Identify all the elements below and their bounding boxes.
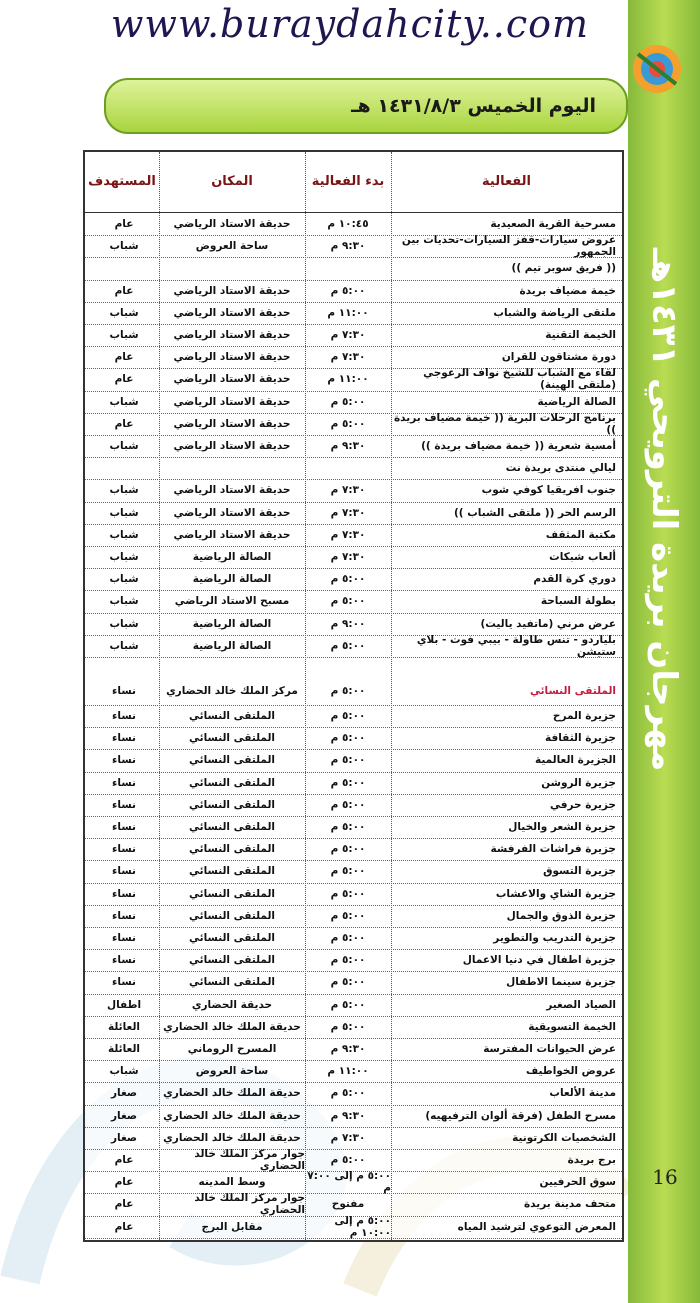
table-row [85,816,622,839]
table-row [85,1216,622,1239]
audience-cell: شباب [109,1065,139,1078]
activity-cell: جزيرة الشعر والخيال [508,821,616,834]
audience-cell: عام [114,284,134,297]
place-cell: الصالة الرياضية [192,551,272,564]
activity-cell: جزيرة التدريب والتطوير [493,932,616,945]
audience-cell: عام [114,1154,134,1167]
place-cell: حديقة الاستاد الرياضي [173,284,291,297]
audience-cell: شباب [109,551,139,564]
start-time-cell: ١٠:٤٥ م [327,218,369,231]
place-cell: الملتقى النسائي [189,710,276,723]
table-row [85,391,622,414]
place-cell: الملتقى النسائي [189,954,276,967]
start-time-cell: ٩:٣٠ م [330,240,366,253]
audience-cell: نساء [112,685,136,697]
audience-cell: شباب [109,395,139,408]
table-row [85,1105,622,1128]
table-row [85,1127,622,1150]
activity-cell: الرسم الحر (( ملتقى الشباب )) [453,506,616,519]
table-row [85,613,622,636]
start-time-cell: ١١:٠٠ م [327,1065,369,1078]
table-row [85,435,622,458]
audience-cell: صغار [110,1087,138,1100]
header-audience: المستهدف [88,174,156,189]
activity-cell: خيمة مضياف بريدة [519,284,616,297]
place-cell: حديقة الاستاد الرياضي [173,306,291,319]
activity-cell: عروض سيارات-قفز السيارات-تحديات بين الجمهور [401,234,616,259]
table-row [85,568,622,591]
table-row [85,1149,622,1172]
table-row [85,324,622,347]
place-cell: حديقة الاستاد الرياضي [173,417,291,430]
table-row [85,479,622,502]
activity-cell: مكتبة المثقف [545,528,616,541]
activity-cell: المعرض التوعوي لترشيد المياه [457,1220,616,1233]
activity-cell: جزيرة الروشن [541,776,616,789]
activity-cell: الجزيرة العالمية [534,754,616,767]
table-row [85,994,622,1017]
table-row [85,257,622,280]
activity-cell: الخيمة التقنية [545,329,616,342]
table-row [85,502,622,525]
activity-cell: (( فريق سوبر تيم )) [511,262,616,275]
activity-cell: جزيرة التسوق [543,865,616,878]
audience-cell: شباب [109,617,139,630]
activity-cell: دورة مشتاقون للقران [501,351,616,364]
place-cell: حديقة الاستاد الرياضي [173,373,291,386]
audience-cell: نساء [112,754,136,767]
start-time-cell: ٥:٠٠ م [330,843,366,856]
place-cell: حديقة الاستاد الرياضي [173,440,291,453]
activity-cell: عرض الحيوانات المفترسة [483,1043,616,1056]
start-time-cell: ٥:٠٠ م [330,909,366,922]
table-row [85,635,622,658]
audience-cell: نساء [112,865,136,878]
place-cell: مقابل البرج [201,1220,263,1233]
audience-cell: نساء [112,887,136,900]
place-cell: حديقة الاستاد الرياضي [173,218,291,231]
start-time-cell: ٩:٠٠ م [330,617,366,630]
start-time-cell: ٧:٣٠ م [330,506,366,519]
festival-logo-icon [628,40,686,98]
place-cell: مركز الملك خالد الحضاري [166,685,298,697]
start-time-cell: ١١:٠٠ م [327,306,369,319]
table-row [85,677,622,706]
festival-title: مهرجان بريدة الترويحي ١٤٣١هـ [644,248,684,772]
table-row [85,905,622,928]
place-cell: حديقة الملك خالد الحضاري [163,1109,301,1122]
audience-cell: نساء [112,976,136,989]
place-cell [159,457,305,479]
start-time-cell: ٧:٣٠ م [330,551,366,564]
audience-cell [89,457,159,479]
audience-cell: عام [114,417,134,430]
start-time-cell: ٥:٠٠ م [330,417,366,430]
place-cell: الملتقى النسائي [189,732,276,745]
audience-cell: صغار [110,1109,138,1122]
table-header [85,152,622,213]
activity-cell: أمسية شعرية (( خيمة مضياف بريدة )) [421,440,616,453]
place-cell: حديقة الاستاد الرياضي [173,528,291,541]
place-cell: حديقة الاستاد الرياضي [173,351,291,364]
activity-cell: جزيرة الذوق والجمال [506,909,616,922]
table-row [85,1193,622,1216]
audience-cell: نساء [112,798,136,811]
activity-cell: جنوب افريقيا كوفي شوب [481,484,616,497]
table-row [85,368,622,391]
start-time-cell: ٥:٠٠ م [330,932,366,945]
table-row [85,749,622,772]
audience-cell: نساء [112,821,136,834]
table-row [85,838,622,861]
audience-cell: نساء [112,776,136,789]
place-cell: حديقة الحضاري [191,998,273,1011]
place-cell: الصالة الرياضية [192,617,272,630]
audience-cell: نساء [112,732,136,745]
table-row [85,1038,622,1061]
date-line: اليوم الخميس ١٤٣١/٨/٣ هـ [351,95,596,117]
start-time-cell: ٧:٣٠ م [330,484,366,497]
start-time-cell: ٥:٠٠ م [330,754,366,767]
place-cell: الملتقى النسائي [189,932,276,945]
start-time-cell: ٧:٣٠ م [330,329,366,342]
start-time-cell: ٧:٣٠ م [330,351,366,364]
start-time-cell: ٥:٠٠ م إلى ١٠:٠٠ م [334,1214,391,1239]
table-row [85,727,622,750]
place-cell: حديقة الملك خالد الحضاري [163,1087,301,1100]
audience-cell: العائلة [108,1020,141,1033]
table-row [85,772,622,795]
place-cell: الملتقى النسائي [189,798,276,811]
date-banner [104,78,628,134]
place-cell: الصالة الرياضية [192,573,272,586]
table-row [85,949,622,972]
table-row [85,883,622,906]
table-row [85,413,622,436]
place-cell: الملتقى النسائي [189,909,276,922]
activity-cell: جزيرة فراشات الفرفشة [490,843,616,856]
audience-cell: شباب [109,528,139,541]
audience-cell [89,257,159,279]
place-cell: المسرح الروماني [187,1043,277,1056]
table-row [85,705,622,728]
audience-cell: عام [114,351,134,364]
table-row [85,346,622,369]
place-cell: حديقة الملك خالد الحضاري [163,1131,301,1144]
activity-cell: الملتقى النسائي [529,685,616,697]
start-time-cell: ٥:٠٠ م [330,954,366,967]
start-time-cell: ٥:٠٠ م [330,1154,366,1167]
audience-cell: عام [114,218,134,231]
start-time-cell: ٥:٠٠ م [330,976,366,989]
table-row [85,590,622,613]
table-row [85,235,622,258]
table-row [85,457,622,480]
place-cell: الملتقى النسائي [189,776,276,789]
place-cell: حديقة الاستاد الرياضي [173,329,291,342]
start-time-cell: ٥:٠٠ م [330,798,366,811]
activity-cell: برنامج الرحلات البرية (( خيمة مضياف بريدة )) [393,411,616,436]
start-time-cell: ٥:٠٠ م [330,284,366,297]
place-cell: حديقة الملك خالد الحضاري [163,1020,301,1033]
place-cell: حديقة الاستاد الرياضي [173,484,291,497]
start-time-cell: ٧:٣٠ م [330,528,366,541]
activity-cell: الصياد الصغير [546,998,616,1011]
place-cell: ساحة العروض [195,240,269,253]
start-time-cell: ٥:٠٠ م [330,776,366,789]
audience-cell: عام [114,1176,134,1189]
audience-cell: شباب [109,329,139,342]
table-row [85,927,622,950]
place-cell: وسط المدينه [198,1176,266,1189]
audience-cell: العائلة [108,1043,141,1056]
table-row [85,524,622,547]
place-cell: جوار مركز الملك خالد الحضاري [194,1148,305,1173]
place-cell: مسبح الاستاد الرياضي [174,595,290,608]
start-time-cell: ٩:٣٠ م [330,440,366,453]
start-time-cell: ٥:٠٠ م [330,1020,366,1033]
table-row [85,860,622,883]
activity-cell: ليالي منتدى بريدة نت [505,462,616,475]
audience-cell: نساء [112,932,136,945]
audience-cell: شباب [109,484,139,497]
audience-cell: شباب [109,240,139,253]
place-cell: الملتقى النسائي [189,976,276,989]
audience-cell: شباب [109,595,139,608]
start-time-cell: ٥:٠٠ م [330,395,366,408]
activity-cell: جزيرة الثقافة [545,732,616,745]
start-time-cell [305,457,391,479]
place-cell: الملتقى النسائي [189,887,276,900]
audience-cell: عام [114,373,134,386]
audience-cell: نساء [112,843,136,856]
table-row [85,1082,622,1105]
table-row [85,1171,622,1194]
header-place: المكان [211,174,253,189]
place-cell: الملتقى النسائي [189,821,276,834]
audience-cell: نساء [112,710,136,723]
audience-cell: شباب [109,506,139,519]
activity-cell: مسرحية القرية الصعيدية [490,218,616,231]
place-cell: حديقة الاستاد الرياضي [173,506,291,519]
start-time-cell: ٥:٠٠ م [330,865,366,878]
start-time-cell: ٥:٠٠ م [330,887,366,900]
place-cell [159,257,305,279]
audience-cell: صغار [110,1131,138,1144]
activity-cell: ألعاب شبكات [549,551,616,564]
activity-cell: عروض الخواطيف [526,1065,616,1078]
start-time-cell: ٥:٠٠ م [330,1087,366,1100]
audience-cell: شباب [109,306,139,319]
table-row [85,1016,622,1039]
activity-cell: لقاء مع الشباب للشيخ نواف الرعوجي (ملتقى الهينة) [423,367,616,392]
table-row [85,302,622,325]
place-cell: حديقة الاستاد الرياضي [173,395,291,408]
audience-cell: عام [114,1198,134,1211]
activity-cell: جزيرة المرح [552,710,616,723]
activity-cell: برج بريدة [567,1154,616,1167]
activity-cell: جزيرة حرفي [549,798,616,811]
activity-cell: بطولة السباحة [540,595,616,608]
audience-cell: شباب [109,573,139,586]
activity-cell: بلياردو - تنس طاولة - بيبي فوت - بلاي ستيشن [416,633,616,658]
activity-cell: مدينة الألعاب [549,1087,616,1100]
place-cell: ساحة العروض [195,1065,269,1078]
audience-cell: شباب [109,639,139,652]
page-number: 16 [652,1165,678,1189]
site-url: www.buraydahcity..com [110,2,590,46]
table-row [85,546,622,569]
audience-cell: شباب [109,440,139,453]
start-time-cell: ٥:٠٠ م [330,595,366,608]
audience-cell: نساء [112,909,136,922]
activity-cell: ملتقى الرياضة والشباب [493,306,616,319]
start-time-cell: ٥:٠٠ م [330,710,366,723]
activity-cell: جزيرة سينما الاطفال [506,976,616,989]
start-time-cell: ٥:٠٠ م [330,685,366,697]
audience-cell: اطفال [106,998,142,1011]
table-row [85,213,622,236]
activity-cell: جزيرة الشاي والاعشاب [495,887,616,900]
start-time-cell: ٥:٠٠ م [330,998,366,1011]
table-row [85,1060,622,1083]
activity-cell: الصالة الرياضية [537,395,616,408]
audience-cell: عام [114,1220,134,1233]
start-time-cell: ٩:٣٠ م [330,1109,366,1122]
activity-cell: الشخصيات الكرتونية [512,1131,616,1144]
activity-cell: مسرح الطفل (فرقة ألوان الترفيهيه) [425,1109,616,1122]
events-table [83,150,624,1242]
place-cell: الملتقى النسائي [189,843,276,856]
activity-cell: متحف مدينة بريدة [523,1198,616,1211]
audience-cell: نساء [112,954,136,967]
place-cell: جوار مركز الملك خالد الحضاري [194,1192,305,1217]
header-start: بدء الفعالية [311,174,385,189]
start-time-cell: ١١:٠٠ م [327,373,369,386]
start-time-cell [305,257,391,279]
start-time-cell: ٥:٠٠ م [330,732,366,745]
activity-cell: دوري كرة القدم [533,573,616,586]
start-time-cell: مفتوح [331,1198,365,1211]
header-activity: الفعالية [482,174,531,189]
place-cell: الملتقى النسائي [189,865,276,878]
place-cell: الملتقى النسائي [189,754,276,767]
place-cell: الصالة الرياضية [192,639,272,652]
start-time-cell: ٥:٠٠ م إلى ٧:٠٠ م [307,1170,391,1195]
activity-cell: جزيرة اطفال في دنيا الاعمال [462,954,616,967]
start-time-cell: ٥:٠٠ م [330,821,366,834]
start-time-cell: ٩:٣٠ م [330,1043,366,1056]
activity-cell: الخيمة التسويقية [528,1020,616,1033]
start-time-cell: ٥:٠٠ م [330,639,366,652]
table-row [85,280,622,303]
table-row [85,794,622,817]
activity-cell: سوق الحرفيين [539,1176,616,1189]
table-row [85,971,622,994]
start-time-cell: ٥:٠٠ م [330,573,366,586]
activity-cell: عرض مرني (ماتفيد ياليت) [480,617,616,630]
start-time-cell: ٧:٣٠ م [330,1131,366,1144]
